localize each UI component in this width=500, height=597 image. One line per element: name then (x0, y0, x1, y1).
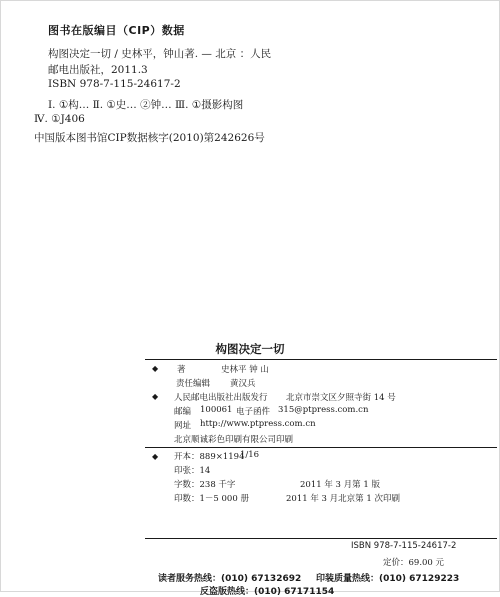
cip-publisher-line: 邮电出版社，2011.3 (48, 64, 148, 76)
bullet-author: ◆ (152, 364, 159, 373)
print-run-label: 印数：1－5 000 册 (174, 494, 249, 504)
printing-info: 2011 年 3 月北京第 1 次印刷 (286, 494, 400, 504)
cip-subject-line: Ⅰ. ①构… Ⅱ. ①史… ②钟… Ⅲ. ①摄影构图 (48, 99, 244, 111)
cip-classification-line: Ⅳ. ①J406 (34, 113, 85, 125)
edition-info: 2011 年 3 月第 1 版 (300, 480, 380, 490)
format-size: 1/16 (240, 450, 260, 460)
publisher-address: 北京市崇文区夕照寺街 14 号 (286, 393, 396, 403)
editor-name: 黄汉兵 (230, 379, 256, 389)
email-label: 电子函件 (236, 407, 271, 417)
book-title: 构图决定一切 (215, 342, 285, 356)
printer-name: 北京顺诚彩色印刷有限公司印刷 (174, 435, 294, 445)
divider-mid (145, 447, 497, 448)
divider-top (145, 359, 497, 360)
cip-heading: 图书在版编目（CIP）数据 (48, 24, 185, 37)
format-label: 开本：889×1194 (174, 452, 245, 462)
isbn-bottom: ISBN 978-7-115-24617-2 (351, 541, 457, 551)
divider-isbn (145, 538, 497, 539)
author-names: 史林平 钟 山 (221, 365, 269, 375)
cip-title-line: 构图决定一切 / 史林平，钟山著. — 北京 ：人民 (48, 48, 272, 60)
anti-piracy-hotline: 反盗版热线：(010) 67171154 (200, 587, 335, 597)
postcode-value: 100061 (200, 405, 233, 415)
author-role-label: 著 (177, 365, 186, 375)
cip-isbn-line: ISBN 978-7-115-24617-2 (48, 78, 181, 90)
postcode-label: 邮编 (174, 407, 192, 417)
bullet-specs: ◆ (152, 452, 159, 461)
website-label: 网址 (174, 421, 192, 431)
website-value: http://www.ptpress.com.cn (200, 419, 316, 429)
price: 定价：69.00 元 (383, 558, 445, 568)
editor-label: 责任编辑 (176, 379, 211, 389)
quality-hotline: 印装质量热线：(010) 67129223 (316, 574, 460, 584)
wordcount-label: 字数：238 千字 (174, 480, 236, 490)
publisher-name: 人民邮电出版社出版发行 (174, 393, 268, 403)
cip-record-number-line: 中国版本图书馆CIP数据核字(2010)第242626号 (34, 132, 265, 144)
reader-service-hotline: 读者服务热线：(010) 67132692 (158, 574, 302, 584)
sheets-label: 印张：14 (174, 466, 211, 476)
email-value: 315@ptpress.com.cn (278, 405, 369, 415)
bullet-publisher: ◆ (152, 392, 159, 401)
